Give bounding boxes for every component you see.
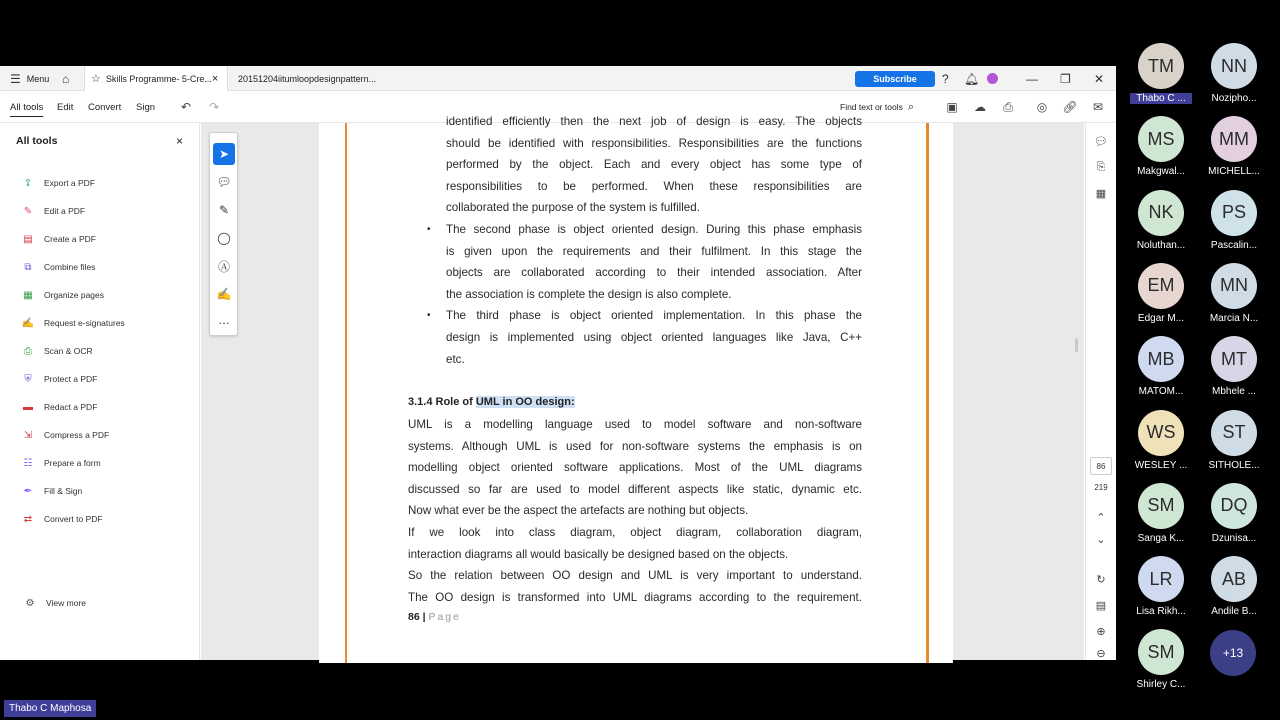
tab-bar: [0, 66, 1116, 91]
tool-item-fill-sign[interactable]: [22, 481, 82, 501]
avatar: WS: [1138, 410, 1184, 456]
avatar: NN: [1211, 43, 1257, 89]
menu-label: Menu: [26, 73, 50, 84]
participant-name: Andile B...: [1211, 606, 1257, 618]
bullet-marker: •: [427, 310, 431, 322]
participant-name: Dzunisa...: [1211, 532, 1257, 544]
tab-design-pattern[interactable]: [238, 66, 376, 91]
tool-item-export-a-pdf[interactable]: [22, 173, 95, 193]
document-line: UML is a modelling language used to model software and non-software: [408, 418, 862, 431]
minimize-button[interactable]: [1026, 66, 1038, 91]
help-icon: ?: [942, 71, 949, 86]
bookmark-panel-icon[interactable]: ⎘: [1096, 160, 1106, 173]
create-pdf-icon: ▤: [23, 233, 33, 245]
tool-item-convert-to-pdf[interactable]: [22, 509, 103, 529]
menu-all-tools[interactable]: All tools: [10, 101, 44, 113]
participant-name: Thabo C ...: [1130, 93, 1192, 104]
document-line: responsibilities to be performed. When these responsibilities are: [446, 179, 862, 193]
redact-pdf-icon: ▬: [23, 401, 33, 413]
avatar: MS: [1138, 116, 1184, 162]
profile-button[interactable]: [987, 66, 998, 91]
page-total: 219: [1094, 483, 1108, 492]
profile-icon: [987, 73, 998, 84]
participant-tile[interactable]: [1189, 43, 1259, 113]
upload-icon[interactable]: ☁: [974, 100, 986, 114]
participant-tile[interactable]: [1116, 116, 1186, 186]
tool-item-edit-a-pdf[interactable]: [22, 201, 85, 221]
avatar: NK: [1138, 190, 1184, 236]
participant-name: Shirley C...: [1136, 679, 1186, 691]
participant-tile[interactable]: [1116, 43, 1186, 113]
mail-icon[interactable]: ✉: [1092, 100, 1104, 114]
participant-tile[interactable]: [1189, 190, 1259, 260]
document-line: is given upon the requirements and their fulfilment. In this stage the: [446, 244, 862, 258]
chevron-up-icon[interactable]: ⌃: [1096, 511, 1106, 524]
tool-item-protect-a-pdf[interactable]: [22, 369, 97, 389]
document-line: systems. Although UML is used for non-software systems the emphasis is on: [408, 439, 862, 453]
bullet-marker: •: [427, 224, 431, 235]
page-word: Page: [428, 611, 461, 623]
document-line: modelling object oriented software applications. Most of the UML diagrams: [408, 461, 862, 475]
document-line: objects are collaborated according to their intended association. After: [446, 266, 862, 280]
tool-label: Protect a PDF: [44, 374, 98, 384]
highlighted-text: UML in OO design:: [475, 396, 575, 408]
zoom-in-icon[interactable]: ⊕: [1096, 625, 1106, 638]
protect-pdf-icon: ⛨: [24, 373, 32, 385]
menu-edit[interactable]: Edit: [57, 101, 74, 113]
participant-tile[interactable]: [1116, 483, 1186, 553]
tab-label: Skills Programme- 5-Cre...: [105, 73, 212, 84]
avatar: MT: [1211, 336, 1257, 382]
avatar: MN: [1211, 263, 1257, 309]
tool-label: Prepare a form: [44, 458, 101, 468]
participant-tile[interactable]: [1189, 336, 1259, 406]
panel-title: All tools: [16, 135, 58, 147]
participant-name: Pascalin...: [1210, 239, 1258, 251]
more-tools-icon[interactable]: …: [218, 313, 230, 327]
avatar: MB: [1138, 336, 1184, 382]
participant-tile[interactable]: [1189, 263, 1259, 333]
tool-item-redact-a-pdf[interactable]: [22, 397, 97, 417]
notifications-button[interactable]: [964, 66, 979, 91]
undo-icon[interactable]: ↶: [180, 100, 192, 114]
home-button[interactable]: [62, 66, 69, 91]
redo-icon[interactable]: ↷: [208, 100, 220, 114]
tool-label: Organize pages: [44, 290, 105, 300]
document-line: the association is complete the design is also complete.: [446, 287, 732, 301]
document-line: collaborated the purpose of the system is fulfilled.: [446, 201, 700, 215]
document-line: should be identified with responsibilities. Responsibilities are the functions: [446, 136, 862, 150]
all-tools-panel: [0, 123, 200, 660]
tool-label: Scan & OCR: [44, 346, 93, 356]
participant-name: MICHELL...: [1208, 166, 1260, 178]
minimize-icon: —: [1026, 71, 1038, 86]
compress-pdf-icon: ⇲: [23, 429, 33, 441]
section-heading: [408, 396, 575, 408]
page-footer: [408, 611, 461, 623]
avatar: DQ: [1211, 483, 1257, 529]
tool-label: Redact a PDF: [44, 402, 98, 412]
participant-name: Sanga K...: [1137, 532, 1185, 544]
acrobat-window: [0, 66, 1116, 660]
participant-name: WESLEY ...: [1134, 459, 1188, 471]
subscribe-button[interactable]: Subscribe: [855, 71, 935, 87]
participant-tile[interactable]: [1116, 410, 1186, 480]
restore-icon: ❐: [1060, 71, 1071, 86]
print-icon[interactable]: ⎙: [1003, 99, 1013, 114]
select-cursor-icon[interactable]: ➤: [213, 143, 235, 165]
tool-item-organize-pages[interactable]: [22, 285, 104, 305]
tool-label: Edit a PDF: [44, 206, 86, 216]
add-comment-icon[interactable]: 💬︎: [216, 175, 232, 189]
avatar: EM: [1138, 263, 1184, 309]
save-icon[interactable]: ▣: [946, 100, 958, 114]
active-speaker-label: Thabo C Maphosa: [4, 700, 96, 717]
participant-name: Mbhele ...: [1212, 386, 1256, 398]
participant-tile[interactable]: [1189, 483, 1259, 553]
document-line: The OO design is transformed into UML diagrams according to the requirement.: [408, 590, 862, 604]
close-window-button[interactable]: [1094, 66, 1104, 91]
participant-tile[interactable]: [1116, 263, 1186, 333]
document-view[interactable]: [201, 115, 1084, 660]
chevron-down-icon[interactable]: ⌄: [1096, 533, 1106, 546]
hamburger-icon: ☰: [10, 71, 21, 86]
avatar: SM: [1138, 483, 1184, 529]
restore-button[interactable]: [1060, 66, 1071, 91]
avatar: TM: [1138, 43, 1184, 89]
edit-pdf-icon: ✎: [23, 205, 33, 217]
help-button[interactable]: [942, 66, 949, 91]
text-box-icon[interactable]: Ⓐ: [217, 259, 230, 274]
avatar: LR: [1138, 556, 1184, 602]
tool-label: Convert to PDF: [44, 514, 103, 524]
lasso-icon[interactable]: ◯: [217, 231, 231, 245]
document-line: So the relation between OO design and UML is very important to understand.: [408, 569, 862, 583]
right-rail: [1085, 123, 1116, 660]
close-tab-icon[interactable]: ×: [211, 72, 219, 85]
avatar: AB: [1211, 556, 1257, 602]
tool-label: Export a PDF: [44, 178, 96, 188]
document-line: Now what ever be the aspect the artefacts are nothing but objects.: [408, 504, 749, 518]
participant-tile[interactable]: [1116, 336, 1186, 406]
close-panel-icon[interactable]: ×: [176, 134, 184, 148]
tool-item-prepare-a-form[interactable]: [22, 453, 101, 473]
menu-button[interactable]: [10, 66, 49, 91]
home-icon: ⌂: [62, 71, 70, 86]
organize-pages-icon: ▦: [23, 289, 33, 301]
convert-pdf-icon: ⇄: [23, 513, 33, 525]
rotate-icon[interactable]: ↻: [1096, 573, 1106, 586]
pdf-page: [319, 115, 953, 663]
tool-item-view-more[interactable]: [24, 593, 86, 613]
scrollbar-thumb[interactable]: [1075, 338, 1078, 352]
participant-tile[interactable]: [1116, 629, 1186, 699]
document-line: interaction diagrams all would basically be designed based on the objects.: [408, 547, 789, 561]
combine-files-icon: ⧉: [24, 261, 32, 273]
avatar: SM: [1138, 629, 1184, 675]
heading-prefix: 3.1.4 Role of: [408, 396, 476, 408]
participant-name: Edgar M...: [1137, 312, 1185, 324]
participant-tile[interactable]: [1189, 556, 1259, 626]
signature-icon[interactable]: ✍: [216, 287, 232, 301]
document-line: design is implemented using object oriented languages like Java, C++: [446, 331, 862, 344]
participant-name: Noluthan...: [1136, 239, 1186, 251]
view-more-icon: ⚙: [25, 597, 35, 609]
page-number-input[interactable]: 86: [1090, 457, 1112, 475]
more-participants-button[interactable]: +13: [1210, 630, 1256, 676]
document-line: The third phase is object oriented implementation. In this phase the: [446, 309, 862, 323]
zoom-out-icon[interactable]: ⊖: [1096, 647, 1106, 660]
document-line: discussed so far are used to model different aspects like static, dynamic etc.: [408, 482, 862, 496]
tool-item-create-a-pdf[interactable]: [22, 229, 96, 249]
page-number: 86 |: [408, 611, 426, 623]
ai-assistant-icon[interactable]: ◎: [1036, 100, 1048, 114]
tool-item-request-e-signatures[interactable]: [22, 313, 125, 333]
participant-tile[interactable]: [1116, 190, 1186, 260]
document-line: performed by the object. Each and every object has some type of: [446, 158, 862, 172]
scan-ocr-icon: ⎙: [24, 345, 32, 357]
tool-label: Create a PDF: [44, 234, 96, 244]
find-label: Find text or tools: [840, 102, 903, 112]
tool-label: View more: [46, 598, 86, 608]
participant-name: Marcia N...: [1209, 312, 1259, 324]
tab-skills-programme[interactable]: [84, 66, 228, 91]
participant-name: Makgwal...: [1137, 166, 1185, 178]
highlight-pen-icon[interactable]: ✎: [218, 203, 230, 217]
tool-label: Fill & Sign: [44, 486, 83, 496]
search-icon: ⌕: [907, 100, 915, 113]
menu-convert[interactable]: Convert: [88, 101, 122, 113]
document-line: identified efficiently then the next job of design is easy. The objects: [446, 115, 862, 128]
export-pdf-icon: ⇪: [23, 177, 33, 189]
avatar: PS: [1211, 190, 1257, 236]
participant-name: Lisa Rikh...: [1136, 606, 1186, 618]
link-icon[interactable]: 🔗︎: [1062, 100, 1078, 114]
star-icon: ☆: [91, 73, 101, 85]
request-esign-icon: ✍: [21, 317, 35, 329]
tool-label: Combine files: [44, 262, 96, 272]
document-line: etc.: [446, 352, 465, 366]
quick-tools-strip: [209, 132, 238, 336]
participant-tile[interactable]: [1189, 410, 1259, 480]
menu-sign[interactable]: Sign: [136, 101, 156, 113]
document-line: The second phase is object oriented design. During this phase emphasis: [446, 223, 862, 236]
bell-icon: 🔔︎: [964, 71, 980, 86]
participant-tile[interactable]: [1116, 556, 1186, 626]
avatar: ST: [1211, 410, 1257, 456]
participant-name: MATOM...: [1138, 386, 1184, 398]
participant-tile[interactable]: [1189, 116, 1259, 186]
document-line: If we look into class diagram, object diagram, collaboration diagram,: [408, 526, 862, 539]
tool-item-combine-files[interactable]: [22, 257, 96, 277]
prepare-form-icon: ☷: [23, 457, 33, 469]
tool-label: Request e-signatures: [44, 318, 125, 328]
fill-sign-icon: ✒: [23, 485, 33, 497]
close-icon: ✕: [1094, 71, 1105, 86]
participant-name: Nozipho...: [1211, 93, 1257, 104]
tab-label: 20151204iitumloopdesignpattern...: [238, 73, 377, 84]
thumbnails-panel-icon[interactable]: ▦: [1095, 187, 1107, 200]
comment-panel-icon[interactable]: 💬︎: [1094, 135, 1108, 148]
page-fit-icon[interactable]: ▤: [1095, 599, 1107, 612]
tool-item-compress-a-pdf[interactable]: [22, 425, 109, 445]
tool-item-scan-ocr[interactable]: [22, 341, 93, 361]
avatar: MM: [1211, 116, 1257, 162]
participant-name: SITHOLE...: [1208, 459, 1260, 471]
tool-label: Compress a PDF: [44, 430, 110, 440]
